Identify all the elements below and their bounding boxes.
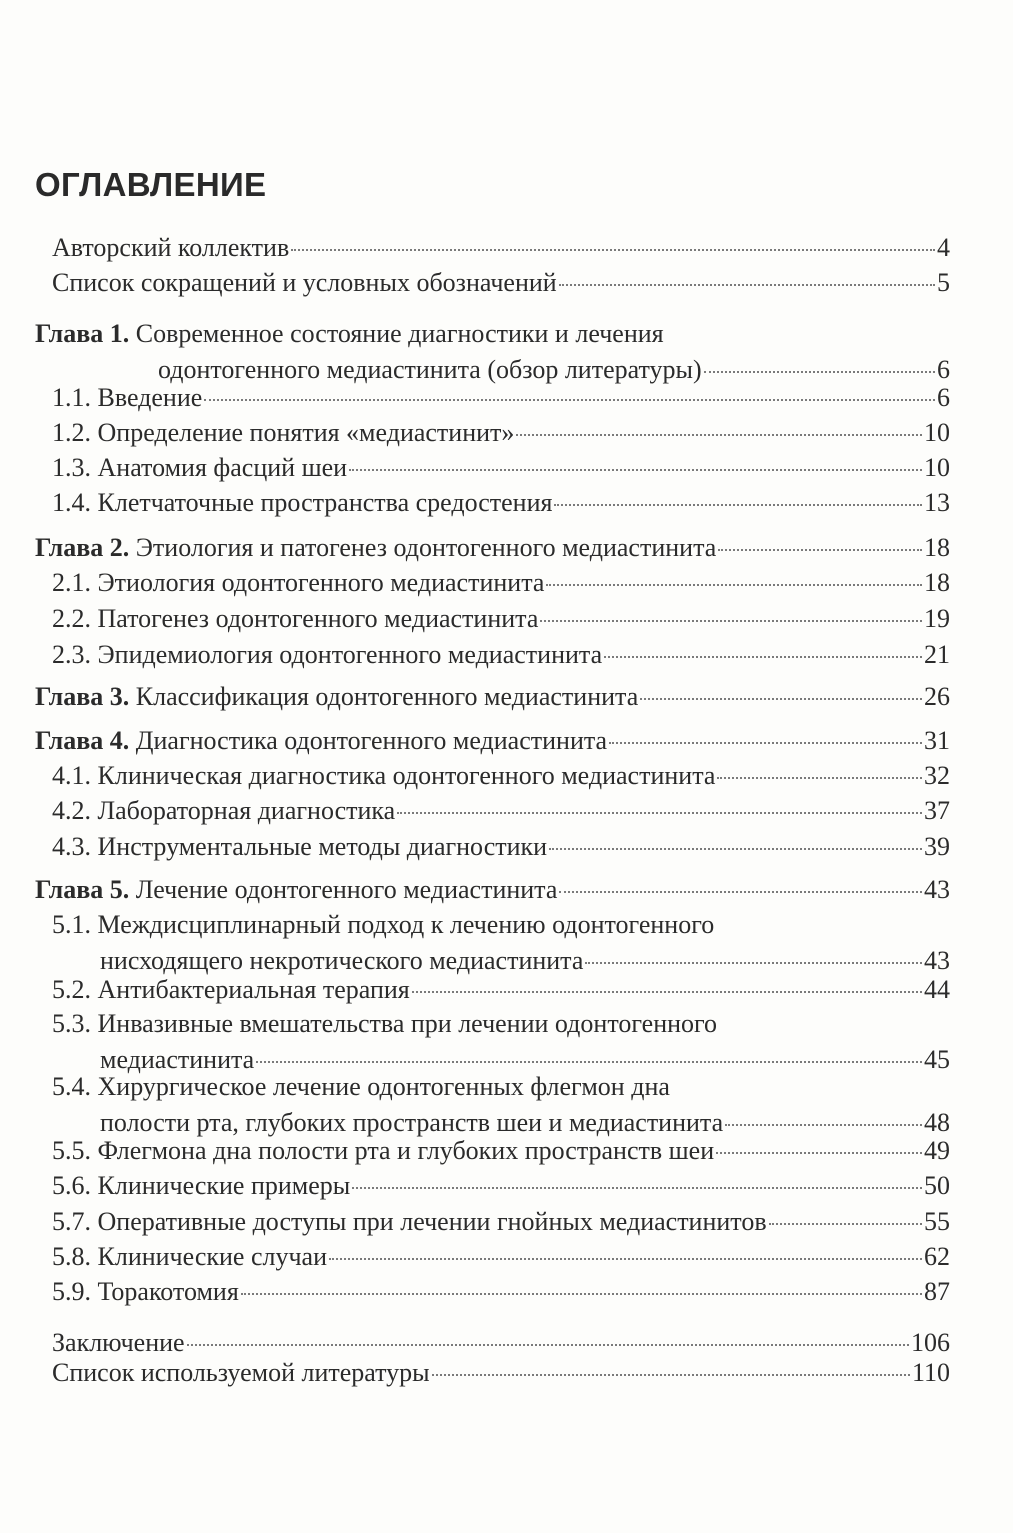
toc-page-number: 37	[924, 796, 950, 825]
toc-entry-text: 1.3. Анатомия фасций шеи	[52, 453, 348, 482]
toc-entry[interactable]	[52, 758, 950, 794]
toc-page-number: 50	[924, 1171, 950, 1200]
toc-entry-text: 5.4. Хирургическое лечение одонтогенных флегмон дна	[52, 1072, 670, 1101]
dot-leader	[349, 469, 922, 471]
toc-page-number: 6	[937, 355, 950, 384]
toc-entry[interactable]	[52, 1355, 950, 1391]
toc-page-number: 43	[924, 946, 950, 975]
dot-leader	[585, 962, 922, 964]
toc-entry[interactable]	[52, 829, 950, 865]
toc-entry-text: Заключение	[52, 1328, 185, 1357]
toc-entry-text: 2.1. Этиология одонтогенного медиастинита	[52, 568, 545, 597]
toc-entry[interactable]	[52, 565, 950, 601]
dot-leader	[256, 1061, 922, 1063]
chapter-label: Глава 5.	[35, 875, 130, 904]
toc-page-number: 106	[911, 1328, 950, 1357]
toc-entry[interactable]	[52, 793, 950, 829]
toc-entry-text: 5.7. Оперативные доступы при лечении гнойных медиастинитов	[52, 1207, 767, 1236]
toc-chapter-5[interactable]	[35, 872, 950, 908]
toc-entry[interactable]	[52, 415, 950, 451]
dot-leader	[716, 1152, 922, 1154]
toc-page-number: 49	[924, 1136, 950, 1165]
dot-leader	[609, 742, 922, 744]
toc-entry[interactable]	[52, 1006, 950, 1078]
toc-entry[interactable]	[52, 485, 950, 521]
chapter-label: Глава 2.	[35, 533, 130, 562]
chapter-label: Глава 4.	[35, 726, 130, 755]
toc-entry-text: 1.1. Введение	[52, 383, 203, 412]
toc-page-number: 55	[924, 1207, 950, 1236]
toc-entry-text: 5.3. Инвазивные вмешательства при лечении одонтогенного	[52, 1009, 718, 1038]
toc-entry[interactable]	[52, 1133, 950, 1169]
toc-entry[interactable]	[52, 1204, 950, 1240]
toc-entry[interactable]	[52, 1069, 950, 1141]
toc-entry[interactable]	[52, 907, 950, 979]
toc-entry-text: Этиология и патогенез одонтогенного медиастинита	[135, 533, 717, 562]
dot-leader	[516, 434, 922, 436]
dot-leader	[352, 1187, 922, 1189]
toc-page-number: 18	[924, 533, 950, 562]
toc-page-number: 6	[937, 383, 950, 412]
toc-page-number: 13	[924, 488, 950, 517]
toc-entry-text: Авторский коллектив	[52, 233, 290, 262]
dot-leader	[640, 698, 922, 700]
toc-page-number: 26	[924, 682, 950, 711]
toc-entry-text: 1.2. Определение понятия «медиастинит»	[52, 418, 515, 447]
toc-entry-text: Диагностика одонтогенного медиастинита	[135, 726, 608, 755]
page-title: ОГЛАВЛЕНИЕ	[35, 166, 267, 203]
dot-leader	[546, 584, 922, 586]
dot-leader	[718, 549, 922, 551]
dot-leader	[725, 1124, 922, 1126]
dot-leader	[549, 848, 922, 850]
toc-chapter-3[interactable]	[35, 679, 950, 715]
toc-chapter-2[interactable]	[35, 530, 950, 566]
toc-page-number: 87	[924, 1277, 950, 1306]
toc-page-number: 45	[924, 1045, 950, 1074]
toc-entry-text: 2.2. Патогенез одонтогенного медиастинита	[52, 604, 539, 633]
dot-leader	[540, 620, 922, 622]
toc-page-number: 21	[924, 640, 950, 669]
toc-page-number: 62	[924, 1242, 950, 1271]
chapter-label: Глава 3.	[35, 682, 130, 711]
toc-page-number: 48	[924, 1108, 950, 1137]
dot-leader	[559, 891, 922, 893]
toc-entry[interactable]	[52, 265, 950, 301]
toc-entry[interactable]	[52, 1239, 950, 1275]
toc-entry[interactable]	[52, 637, 950, 673]
toc-entry-text: нисходящего некротического медиастинита	[100, 946, 584, 975]
dot-leader	[187, 1344, 909, 1346]
dot-leader	[717, 777, 922, 779]
dot-leader	[704, 371, 935, 373]
toc-entry-text: 5.5. Флегмона дна полости рта и глубоких пространств шеи	[52, 1136, 715, 1165]
dot-leader	[554, 504, 922, 506]
toc-page-number: 18	[924, 568, 950, 597]
toc-entry[interactable]	[52, 972, 950, 1008]
toc-entry-text: 5.8. Клинические случаи	[52, 1242, 327, 1271]
dot-leader	[559, 284, 935, 286]
toc-entry-text: Список сокращений и условных обозначений	[52, 268, 557, 297]
toc-entry-text: 2.3. Эпидемиология одонтогенного медиастинита	[52, 640, 603, 669]
chapter-label: Глава 1.	[35, 319, 130, 348]
toc-page-number: 19	[924, 604, 950, 633]
toc-entry[interactable]	[52, 450, 950, 486]
toc-entry-text: 5.2. Антибактериальная терапия	[52, 975, 410, 1004]
dot-leader	[769, 1223, 922, 1225]
toc-page-number: 43	[924, 875, 950, 904]
toc-page-number: 39	[924, 832, 950, 861]
toc-page-number: 10	[924, 418, 950, 447]
dot-leader	[397, 812, 922, 814]
toc-entry-text: 5.9. Торакотомия	[52, 1277, 239, 1306]
toc-entry-text: 5.6. Клинические примеры	[52, 1171, 351, 1200]
toc-entry[interactable]	[52, 380, 950, 416]
toc-page-number: 5	[937, 268, 950, 297]
toc-page-number: 110	[911, 1358, 950, 1387]
toc-entry-text: 1.4. Клетчаточные пространства средостения	[52, 488, 553, 517]
toc-entry-text: 4.1. Клиническая диагностика одонтогенного медиастинита	[52, 761, 716, 790]
toc-entry-text: Современное состояние диагностики и лечения	[135, 319, 664, 348]
toc-entry-text: одонтогенного медиастинита (обзор литературы)	[158, 355, 702, 384]
toc-page-number: 4	[937, 233, 950, 262]
toc-entry-text: полости рта, глубоких пространств шеи и медиастинита	[100, 1108, 724, 1137]
toc-page-number: 31	[924, 726, 950, 755]
dot-leader	[604, 656, 922, 658]
dot-leader	[329, 1258, 922, 1260]
toc-entry-text: 4.3. Инструментальные методы диагностики	[52, 832, 548, 861]
toc-entry-text: Классификация одонтогенного медиастинита	[135, 682, 639, 711]
toc-entry-text: Лечение одонтогенного медиастинита	[135, 875, 558, 904]
toc-chapter-1[interactable]	[35, 316, 950, 388]
dot-leader	[204, 399, 935, 401]
dot-leader	[241, 1293, 922, 1295]
toc-page-number: 10	[924, 453, 950, 482]
toc-entry[interactable]	[52, 230, 950, 266]
toc-entry[interactable]	[52, 601, 950, 637]
dot-leader	[412, 991, 922, 993]
toc-page-number: 44	[924, 975, 950, 1004]
toc-chapter-4[interactable]	[35, 723, 950, 759]
toc-entry-text: медиастинита	[100, 1045, 255, 1074]
dot-leader	[432, 1374, 910, 1376]
toc-entry-text: Список используемой литературы	[52, 1358, 430, 1387]
toc-entry-text: 5.1. Междисциплинарный подход к лечению одонтогенного	[52, 910, 715, 939]
toc-entry[interactable]	[52, 1274, 950, 1310]
dot-leader	[291, 249, 935, 251]
toc-entry[interactable]	[52, 1168, 950, 1204]
toc-page-number: 32	[924, 761, 950, 790]
toc-entry-text: 4.2. Лабораторная диагностика	[52, 796, 396, 825]
